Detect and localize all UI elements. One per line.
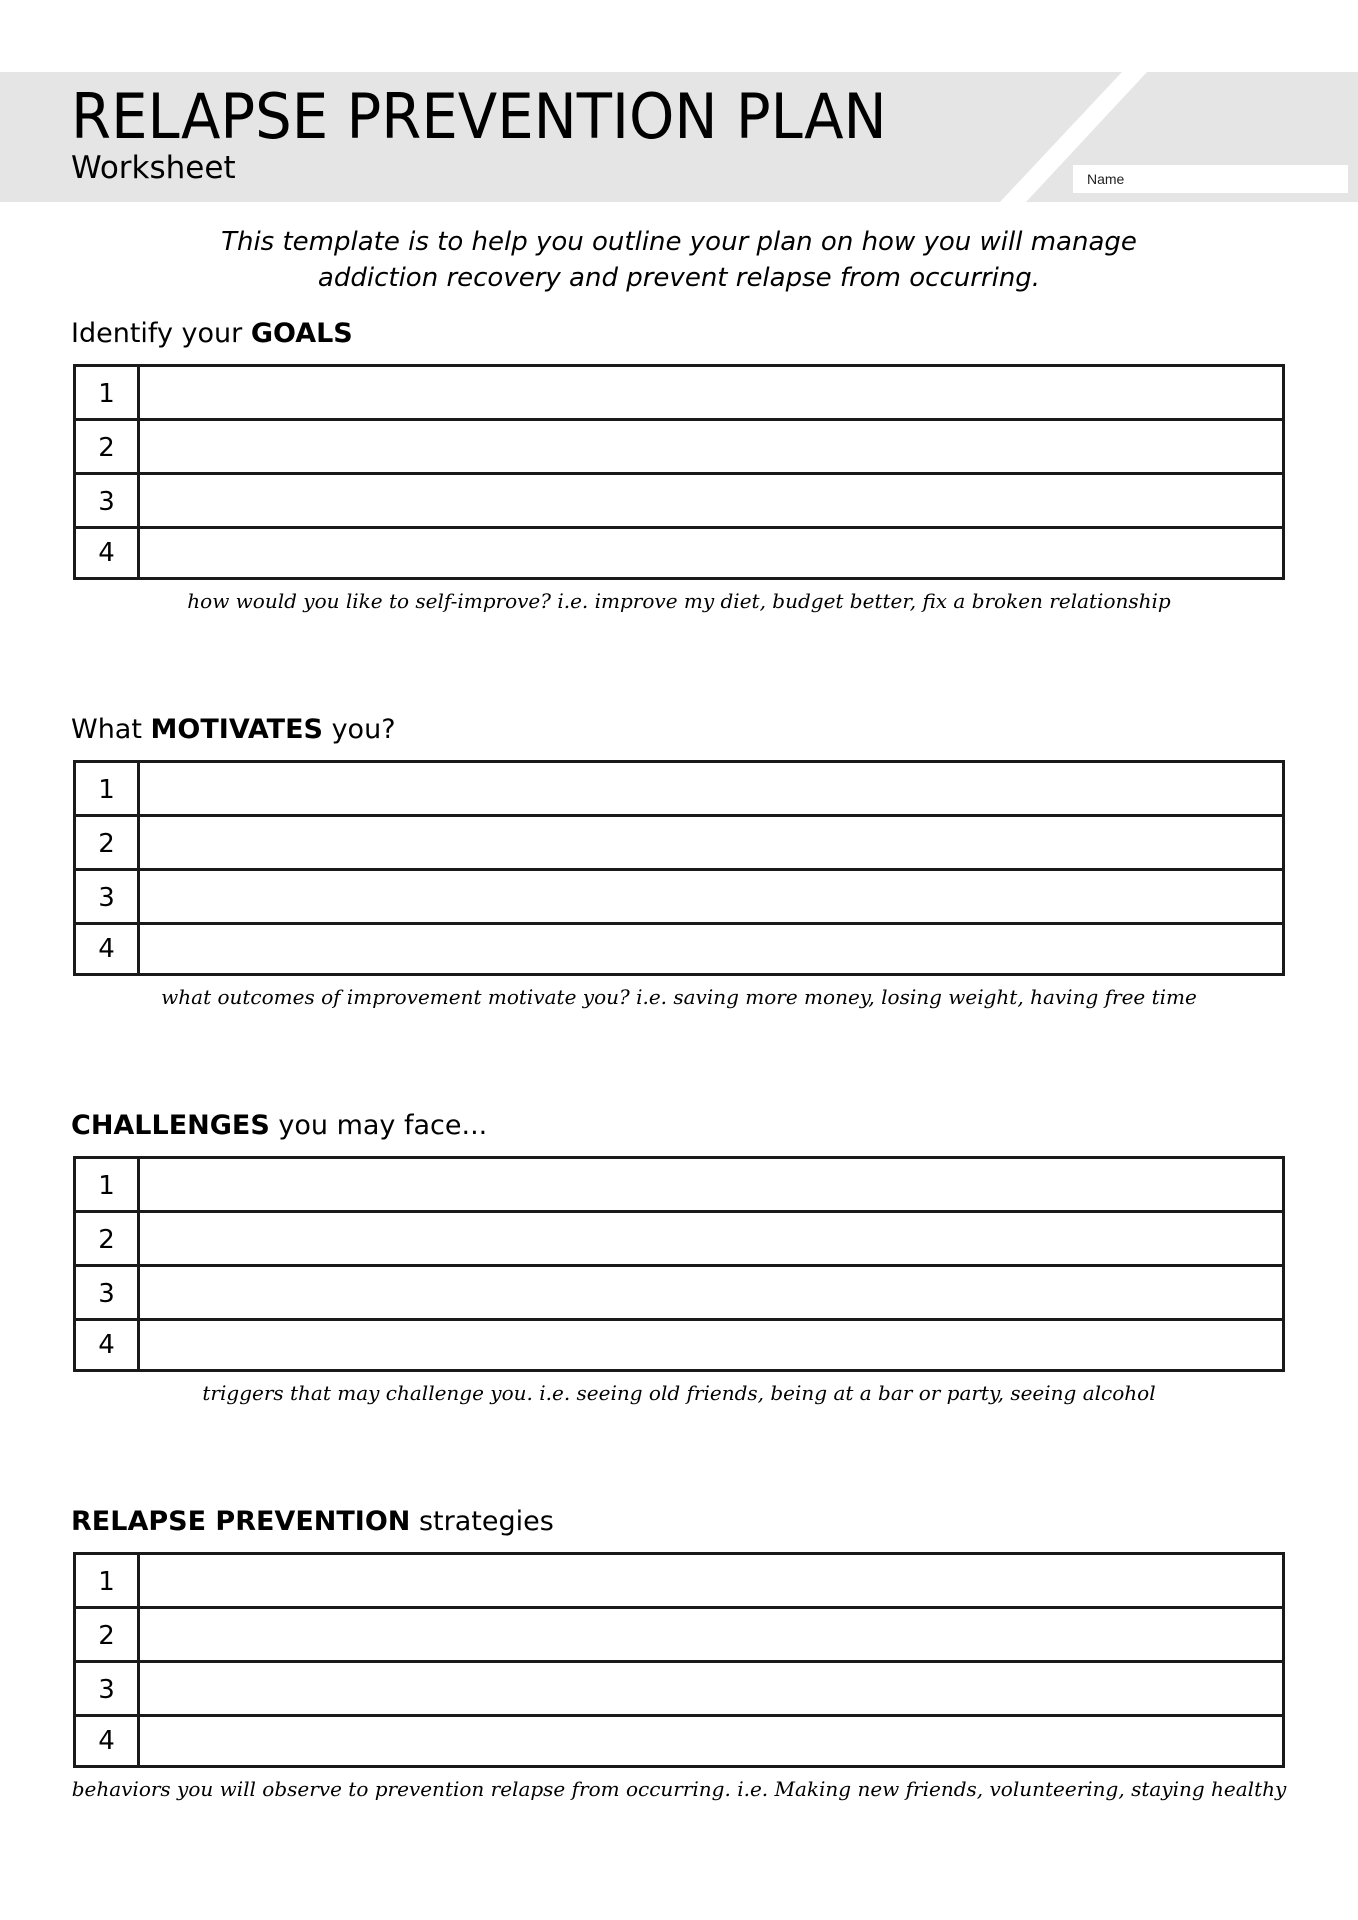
entry-field[interactable] <box>140 1267 1282 1321</box>
name-field[interactable] <box>1073 165 1348 193</box>
entry-field[interactable] <box>140 1213 1282 1267</box>
entry-table <box>73 1156 1285 1372</box>
entry-field[interactable] <box>140 1609 1282 1663</box>
row-number: 1 <box>76 1159 140 1213</box>
row-number: 2 <box>76 421 140 475</box>
entry-field[interactable] <box>140 367 1282 421</box>
intro-text <box>0 224 1358 296</box>
table-row <box>76 871 1282 925</box>
row-number: 2 <box>76 1609 140 1663</box>
table-row <box>76 421 1282 475</box>
entry-table <box>73 1552 1285 1768</box>
section-hint: what outcomes of improvement motivate you? i.e. saving more money, losing weight, having free time <box>161 985 1197 1009</box>
row-number: 4 <box>76 1717 140 1765</box>
section-heading-text: What <box>71 714 151 745</box>
row-number: 3 <box>76 871 140 925</box>
table-row <box>76 529 1282 577</box>
table-row <box>76 1555 1282 1609</box>
row-number: 3 <box>76 475 140 529</box>
entry-field[interactable] <box>140 763 1282 817</box>
section-heading <box>71 1506 554 1538</box>
page-subtitle: Worksheet <box>71 150 236 186</box>
table-row <box>76 817 1282 871</box>
section-heading-text: strategies <box>410 1506 554 1537</box>
table-row <box>76 1213 1282 1267</box>
entry-field[interactable] <box>140 1159 1282 1213</box>
header-band <box>0 0 1358 260</box>
entry-field[interactable] <box>140 817 1282 871</box>
entry-field[interactable] <box>140 1321 1282 1369</box>
row-number: 4 <box>76 1321 140 1369</box>
page-title: RELAPSE PREVENTION PLAN <box>71 80 887 153</box>
table-row <box>76 1321 1282 1369</box>
section-heading-text: you may face... <box>269 1110 488 1141</box>
table-row <box>76 1609 1282 1663</box>
row-number: 3 <box>76 1267 140 1321</box>
name-label: Name <box>1087 171 1125 187</box>
row-number: 4 <box>76 925 140 973</box>
row-number: 1 <box>76 367 140 421</box>
table-row <box>76 1717 1282 1765</box>
section-hint: behaviors you will observe to prevention relapse from occurring. i.e. Making new friends, volunteering, staying healthy <box>71 1777 1287 1801</box>
section-heading <box>71 714 396 746</box>
entry-field[interactable] <box>140 1663 1282 1717</box>
table-row <box>76 367 1282 421</box>
table-row <box>76 1267 1282 1321</box>
section-heading-keyword: CHALLENGES <box>71 1110 270 1141</box>
row-number: 2 <box>76 817 140 871</box>
section-heading-keyword: RELAPSE PREVENTION <box>71 1506 411 1537</box>
row-number: 1 <box>76 763 140 817</box>
entry-table <box>73 760 1285 976</box>
section-heading-text: Identify your <box>71 318 251 349</box>
table-row <box>76 475 1282 529</box>
table-row <box>76 1159 1282 1213</box>
table-row <box>76 763 1282 817</box>
row-number: 1 <box>76 1555 140 1609</box>
table-row <box>76 925 1282 973</box>
table-row <box>76 1663 1282 1717</box>
section-heading-keyword: GOALS <box>250 318 353 349</box>
section-heading-text: you? <box>323 714 396 745</box>
entry-field[interactable] <box>140 925 1282 973</box>
row-number: 4 <box>76 529 140 577</box>
entry-field[interactable] <box>140 529 1282 577</box>
intro-line-1: This template is to help you outline your plan on how you will manage <box>221 227 1137 257</box>
entry-field[interactable] <box>140 1717 1282 1765</box>
row-number: 3 <box>76 1663 140 1717</box>
section-heading <box>71 318 353 350</box>
entry-field[interactable] <box>140 1555 1282 1609</box>
entry-table <box>73 364 1285 580</box>
entry-field[interactable] <box>140 475 1282 529</box>
section-heading <box>71 1110 487 1142</box>
section-hint: how would you like to self-improve? i.e. improve my diet, budget better, fix a broken relationship <box>187 589 1171 613</box>
section-hint: triggers that may challenge you. i.e. seeing old friends, being at a bar or party, seeing alcohol <box>202 1381 1156 1405</box>
intro-line-2: addiction recovery and prevent relapse from occurring. <box>317 263 1041 293</box>
entry-field[interactable] <box>140 871 1282 925</box>
row-number: 2 <box>76 1213 140 1267</box>
entry-field[interactable] <box>140 421 1282 475</box>
section-heading-keyword: MOTIVATES <box>150 714 323 745</box>
